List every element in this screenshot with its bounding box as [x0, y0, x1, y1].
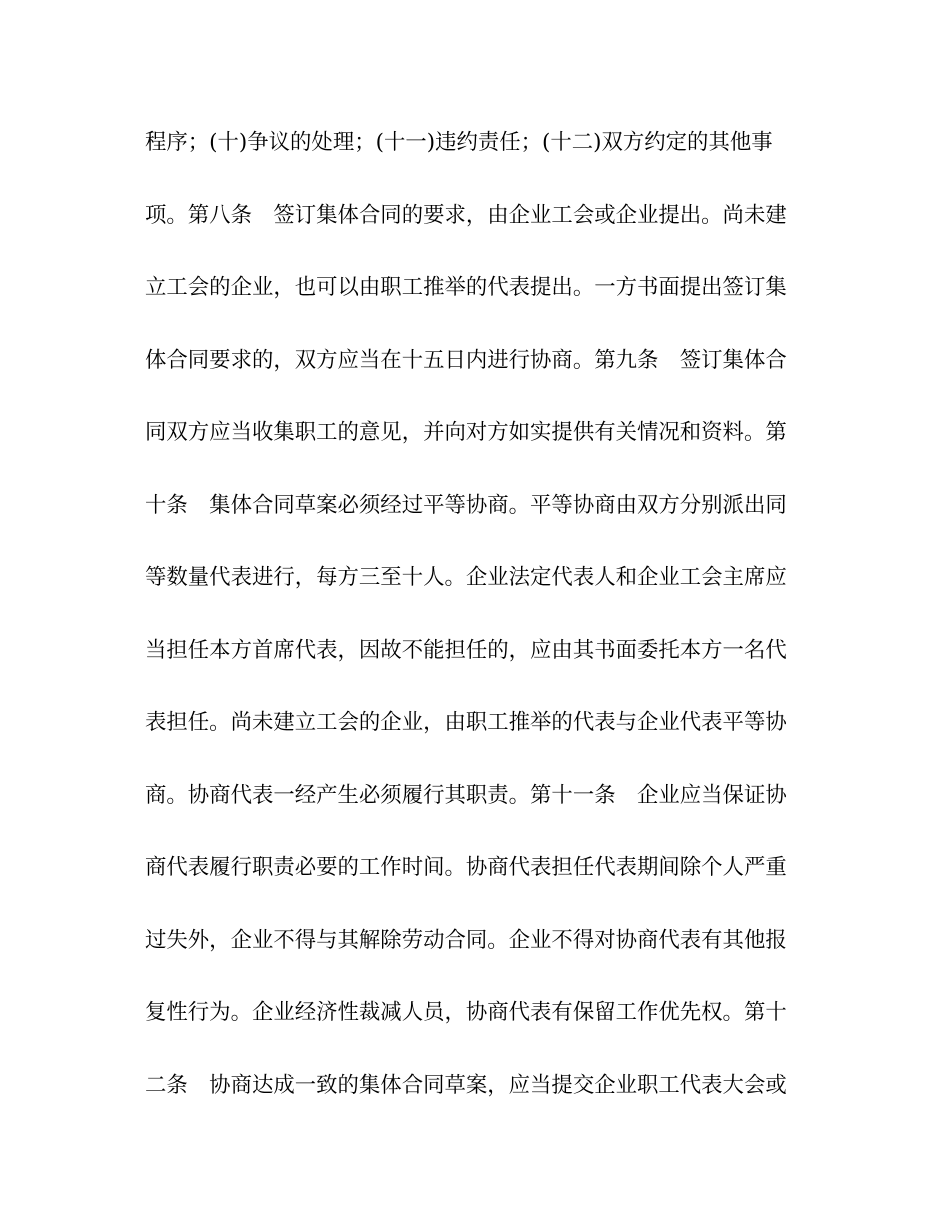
text-line: 立工会的企业，也可以由职工推举的代表提出。一方书面提出签订集 [145, 275, 787, 300]
text-line: 过失外，企业不得与其解除劳动合同。企业不得对协商代表有其他报 [145, 927, 787, 953]
text-line: 商代表履行职责必要的工作时间。协商代表担任代表期间除个人严重 [145, 855, 787, 880]
text-line: 表担任。尚未建立工会的企业，由职工推举的代表与企业代表平等协 [145, 710, 787, 735]
text-line: 复性行为。企业经济性裁减人员，协商代表有保留工作优先权。第十 [145, 1000, 787, 1025]
text-line: 当担任本方首席代表，因故不能担任的，应由其书面委托本方一名代 [145, 637, 787, 663]
text-line: 二条 协商达成一致的集体合同草案，应当提交企业职工代表大会或 [145, 1072, 787, 1098]
body-text [145, 118, 805, 1133]
text-line: 项。第八条 签订集体合同的要求，由企业工会或企业提出。尚未建 [145, 202, 787, 228]
text-line: 商。协商代表一经产生必须履行其职责。第十一条 企业应当保证协 [145, 782, 787, 808]
text-line: 十条 集体合同草案必须经过平等协商。平等协商由双方分别派出同 [145, 492, 787, 518]
text-line: 等数量代表进行，每方三至十人。企业法定代表人和企业工会主席应 [145, 565, 787, 590]
text-line: 体合同要求的，双方应当在十五日内进行协商。第九条 签订集体合 [145, 347, 787, 373]
text-line: 同双方应当收集职工的意见，并向对方如实提供有关情况和资料。第 [145, 420, 787, 445]
text-line: 程序；(十)争议的处理；(十一)违约责任；(十二)双方约定的其他事 [145, 130, 773, 155]
